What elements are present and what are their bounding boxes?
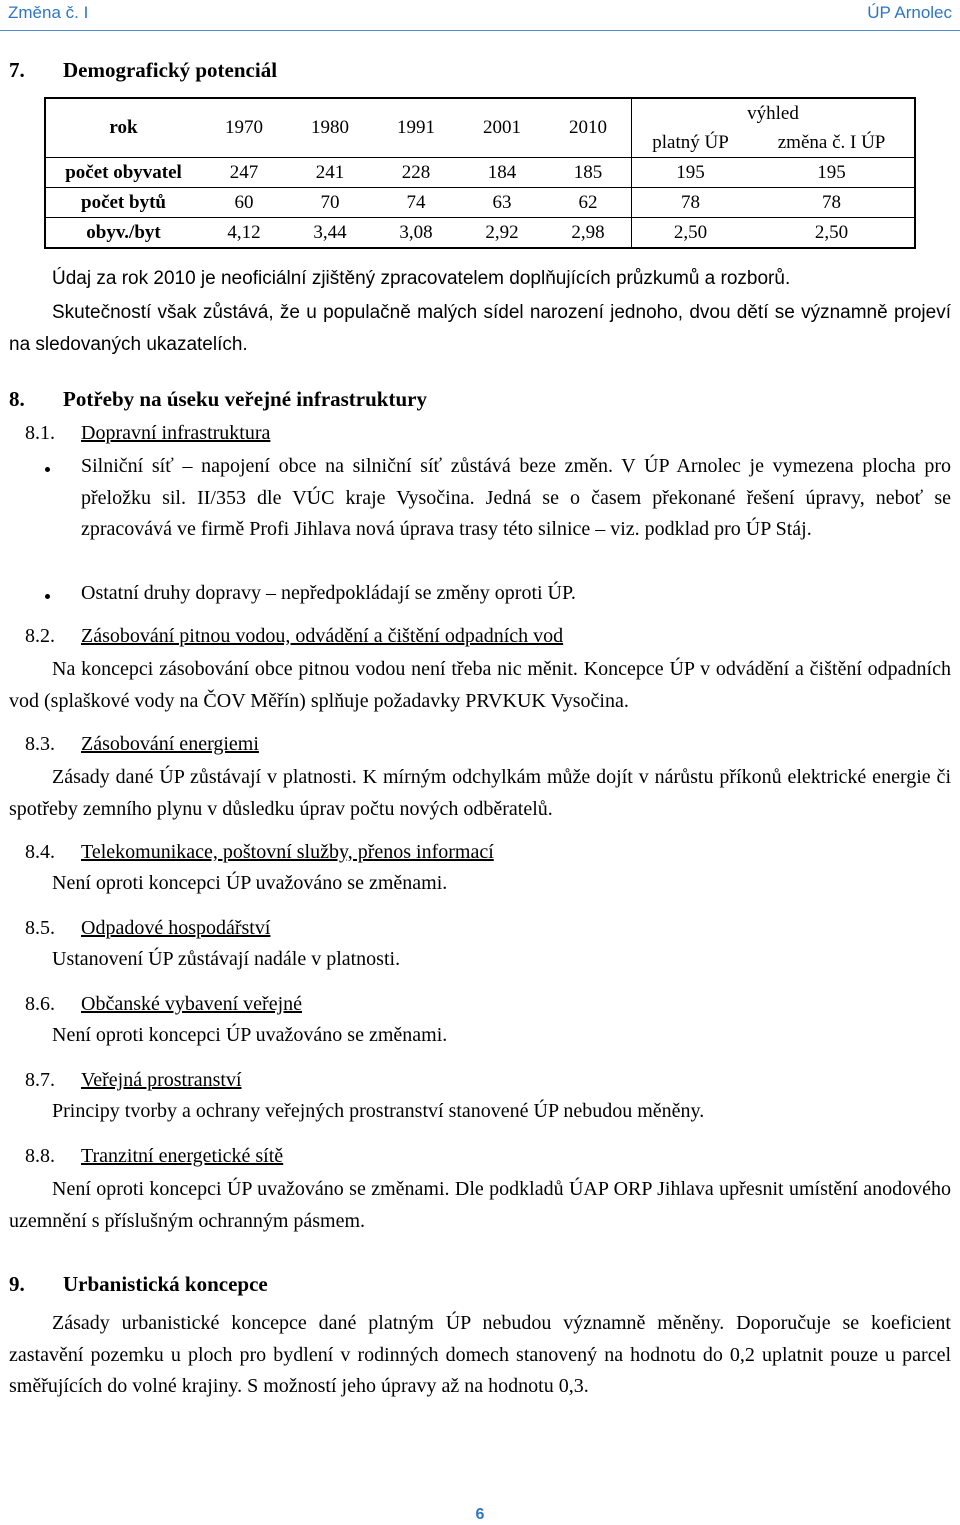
section-8-3-title: Zásobování energiemi bbox=[81, 733, 259, 755]
page-number: 6 bbox=[475, 1506, 485, 1523]
table-cell: 70 bbox=[287, 188, 373, 218]
section-8-heading bbox=[9, 387, 427, 412]
section-7-number: 7. bbox=[9, 58, 25, 82]
table-cell: 3,08 bbox=[373, 218, 459, 249]
table-header-year: rok bbox=[109, 117, 138, 138]
header-right: ÚP Arnolec bbox=[867, 3, 952, 22]
section-8-4-text: Není oproti koncepci ÚP uvažováno se změnami. bbox=[52, 872, 448, 894]
table-cell: 2,92 bbox=[459, 218, 545, 249]
table-header-2010: 2010 bbox=[569, 117, 607, 138]
bullet-item-other-transport: Ostatní druhy dopravy – nepředpokládají se změny oproti ÚP. bbox=[81, 582, 576, 604]
table-cell: 2,50 bbox=[749, 218, 915, 249]
table-cell: 3,44 bbox=[287, 218, 373, 249]
section-8-5-heading bbox=[25, 917, 270, 940]
row-label: počet bytů bbox=[45, 188, 201, 218]
section-8-6-heading bbox=[25, 993, 302, 1016]
section-8-5-text: Ustanovení ÚP zůstávají nadále v platnosti. bbox=[52, 948, 401, 970]
bullet-item-road: Silniční síť – napojení obce na silniční síť zůstává beze změn. V ÚP Arnolec je vymezena plocha pro přeložku sil. II/353 dle VÚC kraje Vysočina. Jedná se o časem překonané řešení úpravy, neboť se zpracovává ve firmě Profi Jihlava nová úprava trasy této silnice – viz. podklad pro ÚP Stáj. bbox=[81, 455, 951, 540]
section-9-heading bbox=[9, 1272, 268, 1297]
section-8-2-text: Na koncepci zásobování obce pitnou vodou není třeba nic měnit. Koncepce ÚP v odvádění a čištění odpadních vod (splaškové vody na ČOV Měřín) splňuje požadavky PRVKUK Vysočina. bbox=[9, 658, 951, 712]
table-cell: 4,12 bbox=[201, 218, 287, 249]
section-8-6-title: Občanské vybavení veřejné bbox=[81, 993, 303, 1015]
table-row bbox=[45, 188, 915, 218]
section-8-4-number: 8.4. bbox=[25, 841, 55, 863]
demography-table bbox=[44, 97, 916, 249]
table-header-1991: 1991 bbox=[397, 117, 435, 138]
section-7-title: Demografický potenciál bbox=[63, 58, 278, 82]
section-8-2-heading bbox=[25, 625, 563, 648]
table-cell: 78 bbox=[632, 188, 750, 218]
section-7-paragraph: Skutečností však zůstává, že u populačně malých sídel narození jednoho, dvou dětí se významně projeví na sledovaných ukazatelích. bbox=[9, 302, 951, 355]
section-8-8-title: Tranzitní energetické sítě bbox=[81, 1145, 284, 1167]
table-cell: 60 bbox=[201, 188, 287, 218]
section-8-6-number: 8.6. bbox=[25, 993, 55, 1015]
table-cell: 74 bbox=[373, 188, 459, 218]
section-8-3-text: Zásady dané ÚP zůstávají v platnosti. K mírným odchylkám může dojít v nárůstu příkonů elektrické energie či spotřeby zemního plynu v důsledku úprav počtu nových odběratelů. bbox=[9, 766, 951, 820]
section-8-1-title: Dopravní infrastruktura bbox=[81, 422, 271, 444]
table-cell: 184 bbox=[459, 158, 545, 188]
section-8-8-number: 8.8. bbox=[25, 1145, 55, 1167]
table-cell: 195 bbox=[632, 158, 750, 188]
table-cell: 2,50 bbox=[632, 218, 750, 249]
table-cell: 2,98 bbox=[545, 218, 632, 249]
table-cell: 78 bbox=[749, 188, 915, 218]
section-8-number: 8. bbox=[9, 387, 25, 411]
table-header-2001: 2001 bbox=[483, 117, 521, 138]
section-9-number: 9. bbox=[9, 1272, 25, 1296]
section-8-1-heading bbox=[25, 422, 270, 445]
row-label: obyv./byt bbox=[45, 218, 201, 249]
section-7-note: Údaj za rok 2010 je neoficiální zjištěný zpracovatelem doplňujících průzkumů a rozborů. bbox=[52, 268, 791, 289]
table-header-1970: 1970 bbox=[225, 117, 263, 138]
bullet-icon bbox=[45, 594, 50, 599]
section-8-6-text: Není oproti koncepci ÚP uvažováno se změnami. bbox=[52, 1024, 448, 1046]
table-cell: 247 bbox=[201, 158, 287, 188]
section-9-title: Urbanistická koncepce bbox=[63, 1272, 268, 1296]
table-header-change-plan: změna č. I ÚP bbox=[777, 131, 886, 153]
table-cell: 228 bbox=[373, 158, 459, 188]
table-cell: 195 bbox=[749, 158, 915, 188]
table-cell: 62 bbox=[545, 188, 632, 218]
bullet-icon bbox=[45, 467, 50, 472]
row-label: počet obyvatel bbox=[45, 158, 201, 188]
section-9-text: Zásady urbanistické koncepce dané platným ÚP nebudou významně měněny. Doporučuje se koeficient zastavění pozemku u ploch pro bydlení v rodinných domech stanovený na hodnotu do 0,2 uplatnit pouze u parcel směřujících do volné krajiny. S možností jeho úpravy až na hodnotu 0,3. bbox=[9, 1312, 951, 1397]
header-left: Změna č. I bbox=[8, 3, 89, 22]
table-header-1980: 1980 bbox=[311, 117, 349, 138]
section-8-5-title: Odpadové hospodářství bbox=[81, 917, 271, 939]
section-8-8-heading bbox=[25, 1145, 283, 1168]
section-8-7-text: Principy tvorby a ochrany veřejných prostranství stanovené ÚP nebudou měněny. bbox=[52, 1100, 705, 1122]
section-8-4-title: Telekomunikace, poštovní služby, přenos informací bbox=[81, 841, 494, 863]
table-header-outlook: výhled bbox=[632, 98, 916, 128]
table-cell: 63 bbox=[459, 188, 545, 218]
table-header-valid-plan: platný ÚP bbox=[632, 128, 750, 158]
table-cell: 185 bbox=[545, 158, 632, 188]
section-8-2-number: 8.2. bbox=[25, 625, 55, 647]
section-8-7-number: 8.7. bbox=[25, 1069, 55, 1091]
section-8-3-heading bbox=[25, 733, 259, 756]
section-8-1-number: 8.1. bbox=[25, 422, 55, 444]
section-8-4-heading bbox=[25, 841, 494, 864]
section-8-8-text: Není oproti koncepci ÚP uvažováno se změnami. Dle podkladů ÚAP ORP Jihlava upřesnit umístění anodového uzemnění s příslušným ochranným pásmem. bbox=[9, 1178, 951, 1232]
section-8-5-number: 8.5. bbox=[25, 917, 55, 939]
table-cell: 241 bbox=[287, 158, 373, 188]
section-7-heading bbox=[9, 58, 277, 83]
section-8-title: Potřeby na úseku veřejné infrastruktury bbox=[63, 387, 427, 411]
section-8-7-heading bbox=[25, 1069, 242, 1092]
table-row bbox=[45, 218, 915, 249]
section-8-7-title: Veřejná prostranství bbox=[81, 1069, 242, 1091]
section-8-3-number: 8.3. bbox=[25, 733, 55, 755]
section-8-2-title: Zásobování pitnou vodou, odvádění a čištění odpadních vod bbox=[81, 625, 564, 647]
page-header bbox=[0, 0, 960, 31]
table-row bbox=[45, 158, 915, 188]
